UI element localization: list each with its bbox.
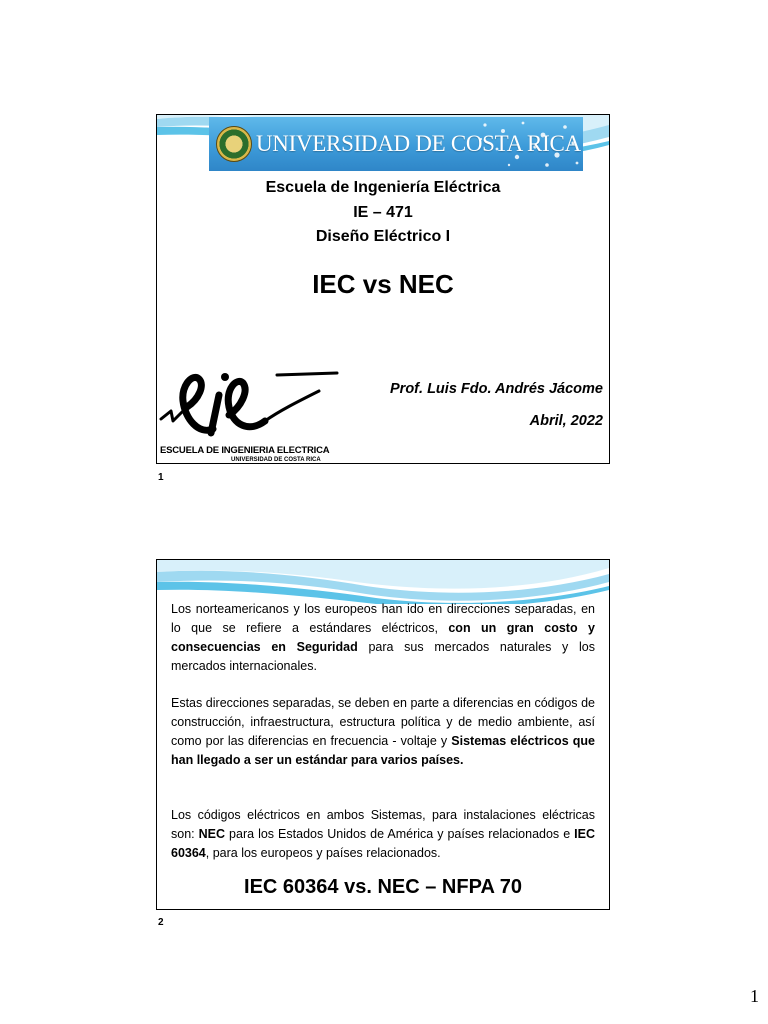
- title-slide: [156, 114, 610, 464]
- slide-number-1: 1: [158, 472, 164, 483]
- paragraph-standards-divergence: [171, 600, 595, 676]
- professor-name: Prof. Luis Fdo. Andrés Jácome: [390, 381, 603, 397]
- paragraph-differences: [171, 694, 595, 770]
- paragraph3-text: Los códigos eléctricos en ambos Sistemas, para instalaciones eléctricas son:: [171, 808, 595, 841]
- slide2-wave-decoration: [157, 560, 609, 604]
- course-code: IE – 471: [353, 204, 413, 221]
- university-seal-icon: [216, 126, 252, 162]
- paragraph3-text-end: , para los europeos y países relacionados.: [205, 846, 441, 860]
- paragraph1-text: Los norteamericanos y los europeos han ido en direcciones separadas, en lo que se refiere a estándares eléctricos,: [171, 602, 595, 635]
- slide2-title: IEC 60364 vs. NEC – NFPA 70: [244, 876, 522, 898]
- university-banner: [209, 117, 583, 171]
- paragraph3-text-middle: para los Estados Unidos de América y países relacionados e: [225, 827, 575, 841]
- content-slide: [156, 559, 610, 910]
- paragraph2-text: Estas direcciones separadas, se deben en parte a diferencias en códigos de construcción, infraestructura, estructura política y de medio ambiente, así como por las diferencias en frecuencia - voltaje y: [171, 696, 595, 748]
- presentation-title: IEC vs NEC: [312, 269, 454, 299]
- logo-text-school: ESCUELA DE INGENIERIA ELECTRICA: [160, 445, 330, 456]
- paragraph3-bold-nec: NEC: [198, 827, 226, 841]
- school-name: Escuela de Ingeniería Eléctrica: [265, 179, 501, 196]
- presentation-date: Abril, 2022: [529, 413, 603, 429]
- paragraph1-text-end: para sus mercados naturales y los mercados internacionales.: [171, 640, 595, 673]
- course-name: Diseño Eléctrico I: [315, 228, 451, 245]
- paragraph3-bold-iec: IEC 60364: [171, 827, 595, 860]
- slide-number-2: 2: [158, 917, 164, 928]
- sheet-page-number: 1: [750, 986, 759, 1006]
- paragraph1-bold: con un gran costo y consecuencias en Seguridad: [171, 621, 595, 654]
- paragraph-electrical-codes: [171, 806, 595, 863]
- logo-text-university: UNIVERSIDAD DE COSTA RICA: [231, 457, 321, 463]
- paragraph2-bold: Sistemas eléctricos que han llegado a ser un estándar para varios países.: [171, 734, 595, 767]
- university-name: UNIVERSIDAD DE COSTA RICA: [256, 131, 581, 156]
